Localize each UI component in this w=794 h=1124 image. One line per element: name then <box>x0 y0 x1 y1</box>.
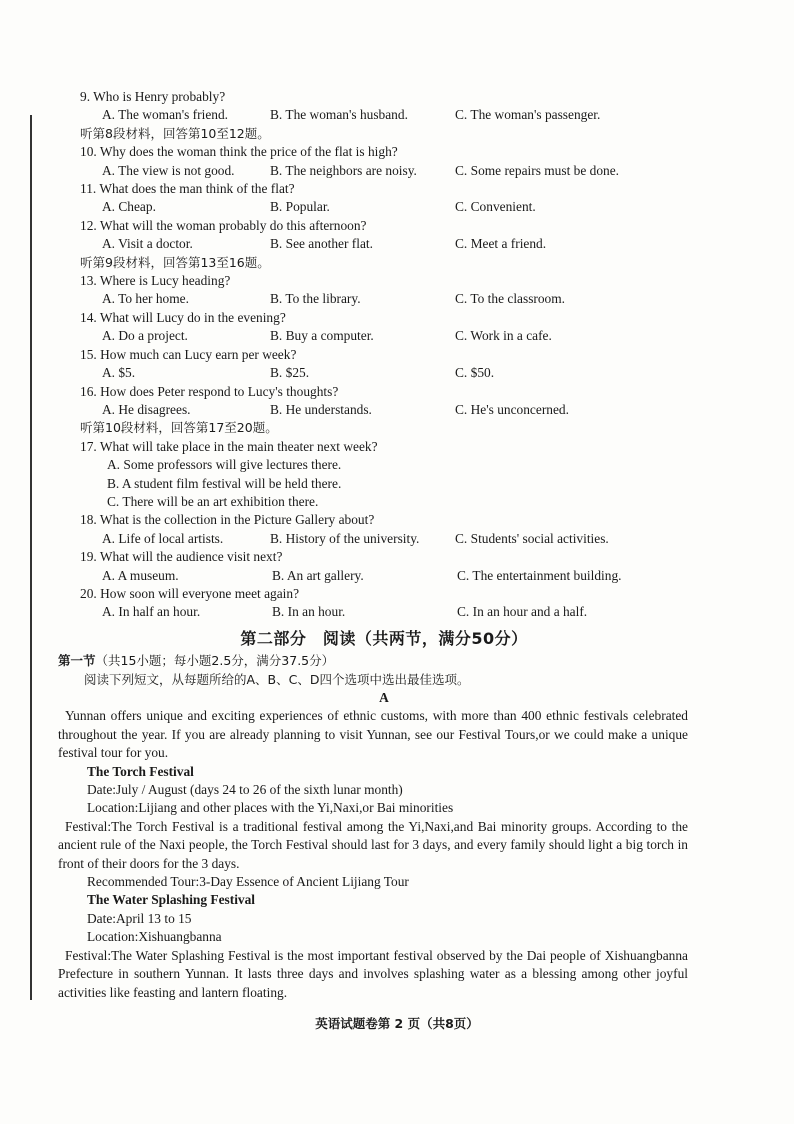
water-festival-description: Festival:The Water Splashing Festival is the most important festival observed by the Dai people of Xishuangbanna Prefecture in southern Yunnan. It lasts three days and involves splashing water as a blessing among other joyful activities like feasting and lantern floating. <box>58 947 688 1000</box>
question-9: 9. Who is Henry probably? <box>80 89 226 104</box>
option-14c: C. Work in a cafe. <box>455 328 552 344</box>
options-11 <box>80 198 688 216</box>
options-13 <box>80 290 688 308</box>
option-19c: C. The entertainment building. <box>457 567 622 583</box>
option-12b: B. See another flat. <box>270 236 373 252</box>
question-20: 20. How soon will everyone meet again? <box>80 585 300 601</box>
page-footer: 英语试题卷第 2 页（共8页） <box>315 1016 479 1031</box>
option-15a: A. $5. <box>102 365 136 381</box>
option-14b: B. Buy a computer. <box>270 328 374 344</box>
question-16: 16. How does Peter respond to Lucy's thoughts? <box>80 383 339 399</box>
water-festival-location: Location:Xishuangbanna <box>87 929 222 945</box>
instruction-material-8: 听第8段材料，回答第10至12题。 <box>80 125 270 141</box>
exam-page <box>58 88 688 1002</box>
question-11: 11. What does the man think of the flat? <box>80 181 295 197</box>
option-9c: C. The woman's passenger. <box>455 107 601 123</box>
question-17: 17. What will take place in the main theater next week? <box>80 438 378 454</box>
option-16b: B. He understands. <box>270 401 372 417</box>
part-two-title: 第二部分 阅读（共两节，满分50分） <box>240 628 528 648</box>
option-13a: A. To her home. <box>102 291 189 307</box>
water-festival-date: Date:April 13 to 15 <box>87 910 192 926</box>
option-19b: B. An art gallery. <box>272 567 364 583</box>
options-16 <box>80 401 688 419</box>
section-one-instruction: 阅读下列短文，从每题所给的A、B、C、D四个选项中选出最佳选项。 <box>84 671 470 687</box>
option-20b: B. In an hour. <box>272 604 346 620</box>
option-11c: C. Convenient. <box>455 199 536 215</box>
question-15: 15. How much can Lucy earn per week? <box>80 346 297 362</box>
question-19: 19. What will the audience visit next? <box>80 549 283 565</box>
option-14a: A. Do a project. <box>102 328 188 344</box>
options-20 <box>80 603 688 621</box>
option-19a: A. A museum. <box>102 567 179 583</box>
option-15c: C. $50. <box>455 365 495 381</box>
option-17a: A. Some professors will give lectures there. <box>107 457 342 473</box>
option-18b: B. History of the university. <box>270 530 420 546</box>
water-festival-title: The Water Splashing Festival <box>87 892 256 908</box>
options-18 <box>80 530 688 548</box>
section-one-scoring: （共15小题；每小题2.5分，满分37.5分） <box>95 653 335 669</box>
instruction-material-9: 听第9段材料，回答第13至16题。 <box>80 254 270 270</box>
option-16a: A. He disagrees. <box>102 401 191 417</box>
question-12: 12. What will the woman probably do this afternoon? <box>80 217 367 233</box>
instruction-material-10: 听第10段材料，回答第17至20题。 <box>80 420 278 436</box>
passage-intro: Yunnan offers unique and exciting experiences of ethnic customs, with more than 400 ethnic festivals celebrated throughout the year. If you are already planning to visit Yunnan, see our Festival Tours,or we could make a unique festival tour for you. <box>58 708 688 761</box>
option-9b: B. The woman's husband. <box>270 107 408 123</box>
option-10b: B. The neighbors are noisy. <box>270 162 417 178</box>
torch-festival-tour: Recommended Tour:3-Day Essence of Ancient Lijiang Tour <box>87 874 409 890</box>
option-18a: A. Life of local artists. <box>102 530 224 546</box>
torch-festival-description: Festival:The Torch Festival is a traditional festival among the Yi,Naxi,and Bai minority groups. According to the ancient rule of the Naxi people, the Torch Festival should last for 3 days, and every family should light a big torch in front of their doors for the 3 days. <box>58 818 688 871</box>
option-15b: B. $25. <box>270 365 310 381</box>
options-19 <box>80 567 688 585</box>
options-14 <box>80 327 688 345</box>
section-one-heading <box>58 652 688 670</box>
options-10 <box>80 162 688 180</box>
options-15 <box>80 364 688 382</box>
section-one-label: 第一节 <box>58 653 96 669</box>
option-9a: A. The woman's friend. <box>102 107 229 123</box>
binding-margin-line <box>30 115 32 1000</box>
torch-festival-location: Location:Lijiang and other places with the Yi,Naxi,or Bai minorities <box>87 800 454 816</box>
question-18: 18. What is the collection in the Picture Gallery about? <box>80 512 375 528</box>
option-11b: B. Popular. <box>270 199 330 215</box>
option-13c: C. To the classroom. <box>455 291 566 307</box>
question-10: 10. Why does the woman think the price of the flat is high? <box>80 144 398 160</box>
option-17c: C. There will be an art exhibition there. <box>107 493 319 509</box>
option-17b: B. A student film festival will be held there. <box>107 475 342 491</box>
option-11a: A. Cheap. <box>102 199 156 215</box>
option-12c: C. Meet a friend. <box>455 236 547 252</box>
option-10a: A. The view is not good. <box>102 162 235 178</box>
options-12 <box>80 235 688 253</box>
option-13b: B. To the library. <box>270 291 361 307</box>
torch-festival-title: The Torch Festival <box>87 763 194 779</box>
options-9 <box>80 106 688 124</box>
passage-letter: A <box>379 690 389 705</box>
option-12a: A. Visit a doctor. <box>102 236 193 252</box>
option-20a: A. In half an hour. <box>102 604 201 620</box>
option-10c: C. Some repairs must be done. <box>455 162 620 178</box>
question-13: 13. Where is Lucy heading? <box>80 273 231 289</box>
question-14: 14. What will Lucy do in the evening? <box>80 309 286 325</box>
option-18c: C. Students' social activities. <box>455 530 609 546</box>
option-20c: C. In an hour and a half. <box>457 604 588 620</box>
torch-festival-date: Date:July / August (days 24 to 26 of the sixth lunar month) <box>87 782 403 798</box>
option-16c: C. He's unconcerned. <box>455 401 569 417</box>
